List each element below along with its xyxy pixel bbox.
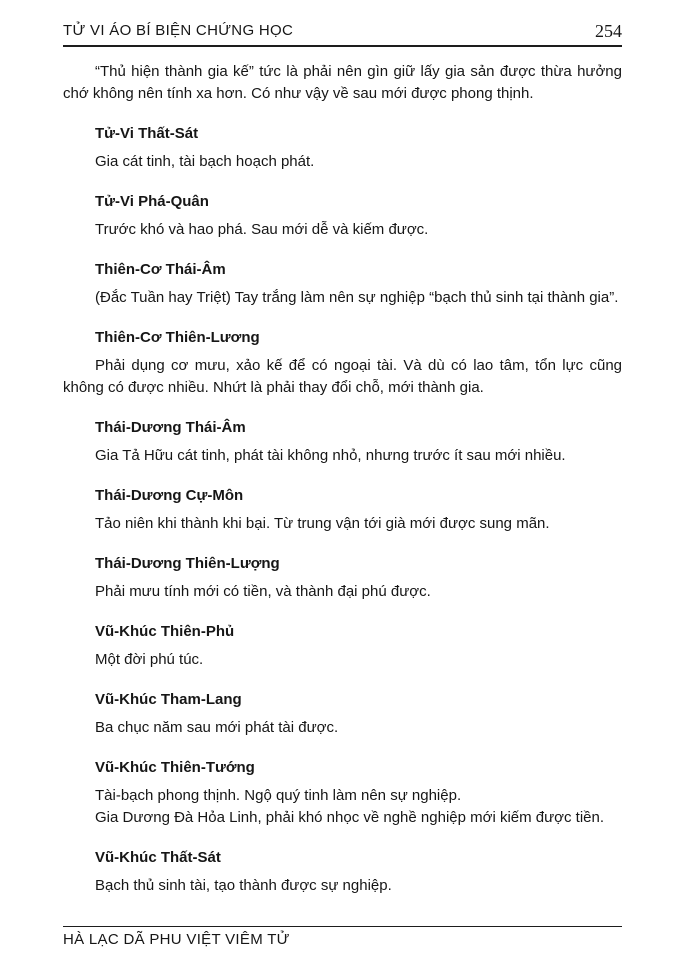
section-body-line: Gia Tả Hữu cát tinh, phát tài không nhỏ, nhưng trước ít sau mới nhiều. (95, 447, 566, 464)
star-pair-section (63, 847, 622, 897)
section-heading: Tử-Vi Phá-Quân (95, 193, 209, 210)
page-number: 254 (595, 21, 622, 41)
section-heading: Vũ-Khúc Thất-Sát (95, 849, 221, 866)
star-pair-section (63, 417, 622, 467)
section-body-line: Bạch thủ sinh tài, tạo thành được sự nghiệp. (95, 877, 392, 894)
section-heading: Thái-Dương Cự-Môn (95, 487, 244, 504)
running-title: TỬ VI ÁO BÍ BIỆN CHỨNG HỌC (63, 22, 294, 39)
section-heading: Vũ-Khúc Thiên-Phủ (95, 623, 235, 640)
section-body-line: Trước khó và hao phá. Sau mới dễ và kiếm được. (95, 221, 429, 238)
section-body-line: Ba chục năm sau mới phát tài được. (95, 719, 339, 736)
section-body-line: Tài-bạch phong thịnh. Ngộ quý tinh làm nên sự nghiệp. (95, 787, 462, 804)
section-heading: Vũ-Khúc Tham-Lang (95, 691, 242, 708)
section-heading: Thiên-Cơ Thiên-Lương (95, 329, 260, 346)
section-body-line: Một đời phú túc. (95, 651, 204, 668)
star-pair-section (63, 757, 622, 829)
page-header (63, 0, 622, 47)
star-pair-section (63, 621, 622, 671)
star-pair-section (63, 259, 622, 309)
section-heading: Thái-Dương Thiên-Lượng (95, 555, 280, 572)
star-pair-section (63, 485, 622, 535)
sections-container (63, 123, 622, 897)
star-pair-section (63, 689, 622, 739)
section-heading: Vũ-Khúc Thiên-Tướng (95, 759, 255, 776)
section-heading: Thiên-Cơ Thái-Âm (95, 261, 226, 278)
section-body-line: Gia Dương Đà Hỏa Linh, phải khó nhọc về nghề nghiệp mới kiếm được tiền. (95, 809, 605, 826)
star-pair-section (63, 553, 622, 603)
section-body-line: Gia cát tinh, tài bạch hoạch phát. (95, 153, 315, 170)
section-body-line: (Đắc Tuần hay Triệt) Tay trắng làm nên sự nghiệp “bạch thủ sinh tại thành gia”. (95, 289, 619, 306)
intro-paragraph: “Thủ hiện thành gia kế” tức là phải nên gìn giữ lấy gia sản được thừa hưởng chớ không nên tính xa hơn. Có như vậy về sau mới được phong thịnh. (63, 63, 622, 102)
page-footer (63, 926, 622, 951)
star-pair-section (63, 327, 622, 399)
section-body-line: Phải mưu tính mới có tiền, và thành đại phú được. (95, 583, 431, 600)
star-pair-section (63, 123, 622, 173)
section-body-line: Tảo niên khi thành khi bại. Từ trung vận tới già mới được sung mãn. (95, 515, 550, 532)
section-body-line: Phải dụng cơ mưu, xảo kế để có ngoại tài. Và dù có lao tâm, tổn lực cũng không có được nhiều. Nhứt là phải thay đổi chỗ, mới thành gia. (63, 357, 622, 396)
section-heading: Tử-Vi Thất-Sát (95, 125, 199, 142)
star-pair-section (63, 191, 622, 241)
section-heading: Thái-Dương Thái-Âm (95, 419, 246, 436)
page-content (63, 48, 622, 897)
author-name: HÀ LẠC DÃ PHU VIỆT VIÊM TỬ (63, 931, 290, 948)
